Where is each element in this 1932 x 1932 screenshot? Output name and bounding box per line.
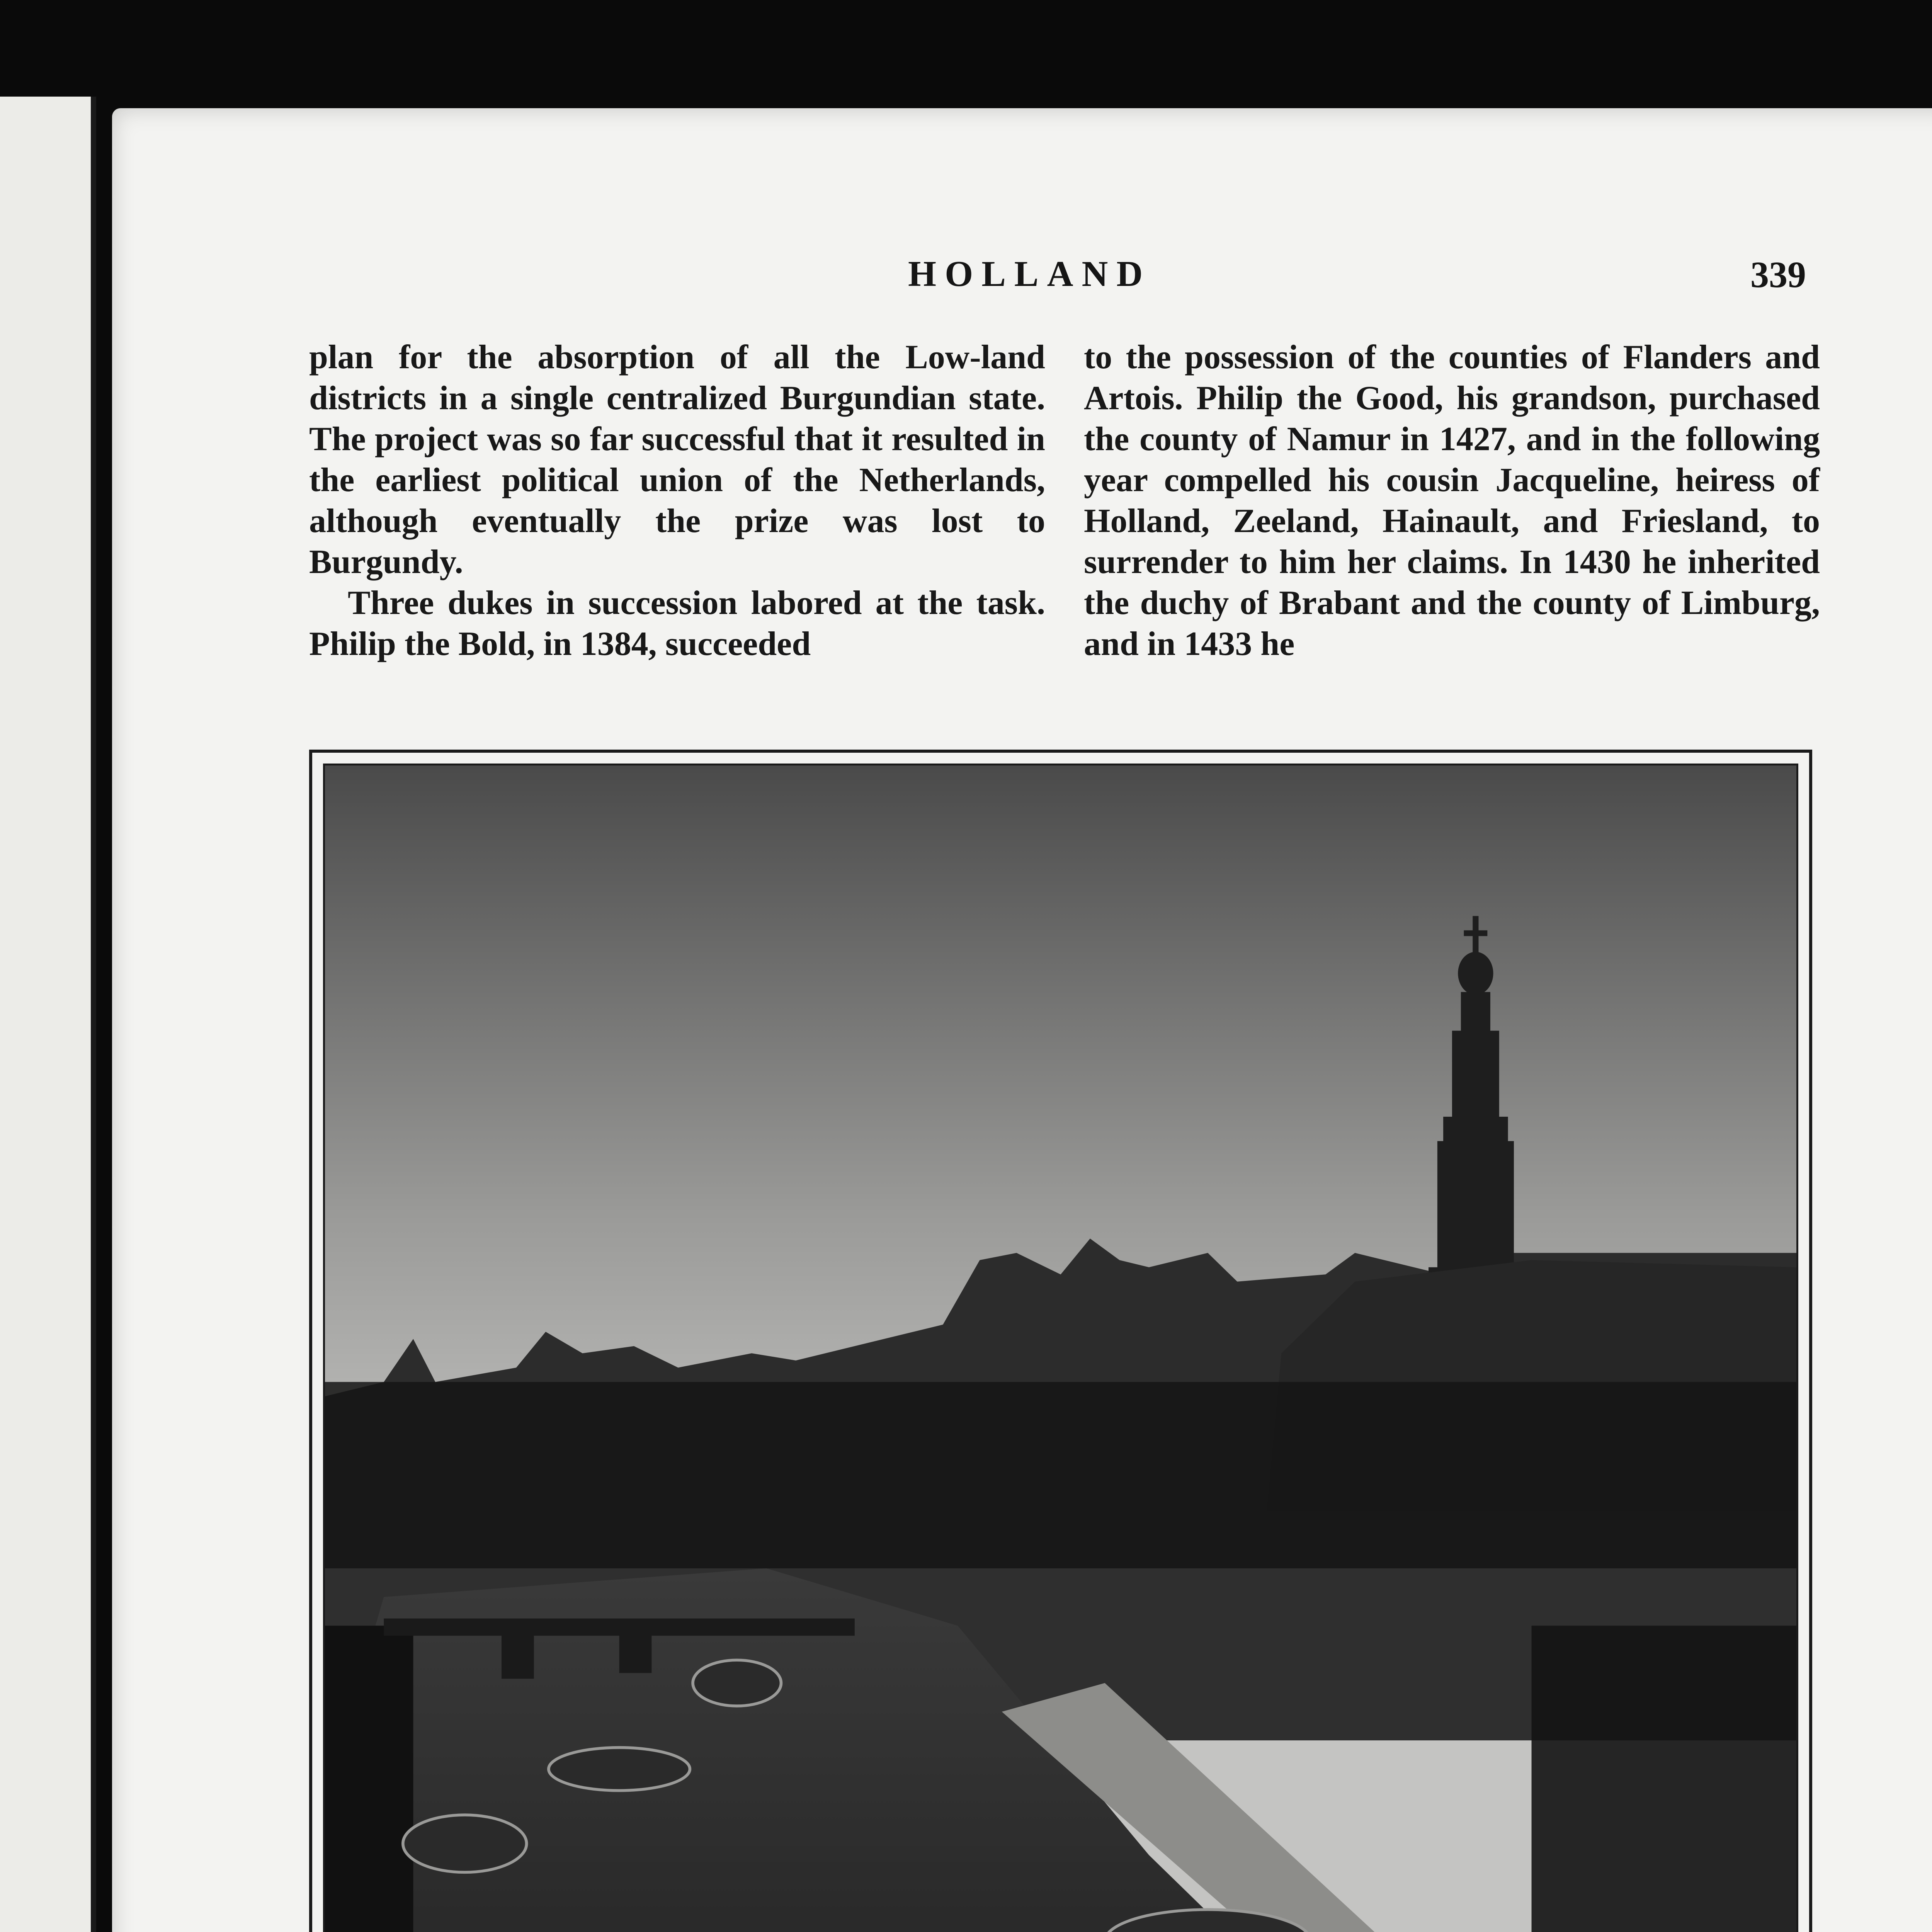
page-number: 339 <box>1750 254 1806 295</box>
right-bank-trees <box>1532 1626 1796 1932</box>
text-column-right <box>1084 337 1820 665</box>
paragraph: Three dukes in succession labored at the task. Philip the Bold, in 1384, succeeded <box>309 584 1045 663</box>
canal-photograph-image <box>325 765 1796 1932</box>
photo-frame <box>309 750 1812 1932</box>
paragraph: to the possession of the counties of Flanders and Artois. Philip the Good, his grandson, purchased the county of Namur in 1427, and in the following year compelled his cousin Jacqueline, heiress of Holland, Zeeland, Hainault, and Friesland, to surrender to him her claims. In 1430 he inherited the duchy of Brabant and the county of Limburg, and in 1433 he <box>1084 338 1820 663</box>
paragraph: plan for the absorption of all the Low-land districts in a single centralized Burgundian state. The project was so far successful that it resulted in the earliest political union of the Netherlands, although eventually the prize was lost to Burgundy. <box>309 338 1045 581</box>
text-column-left <box>309 337 1045 665</box>
running-header-title: HOLLAND <box>908 254 1151 294</box>
canal-photograph <box>323 764 1798 1932</box>
left-bank-trees <box>325 1626 413 1932</box>
previous-page-edge <box>0 97 96 1932</box>
